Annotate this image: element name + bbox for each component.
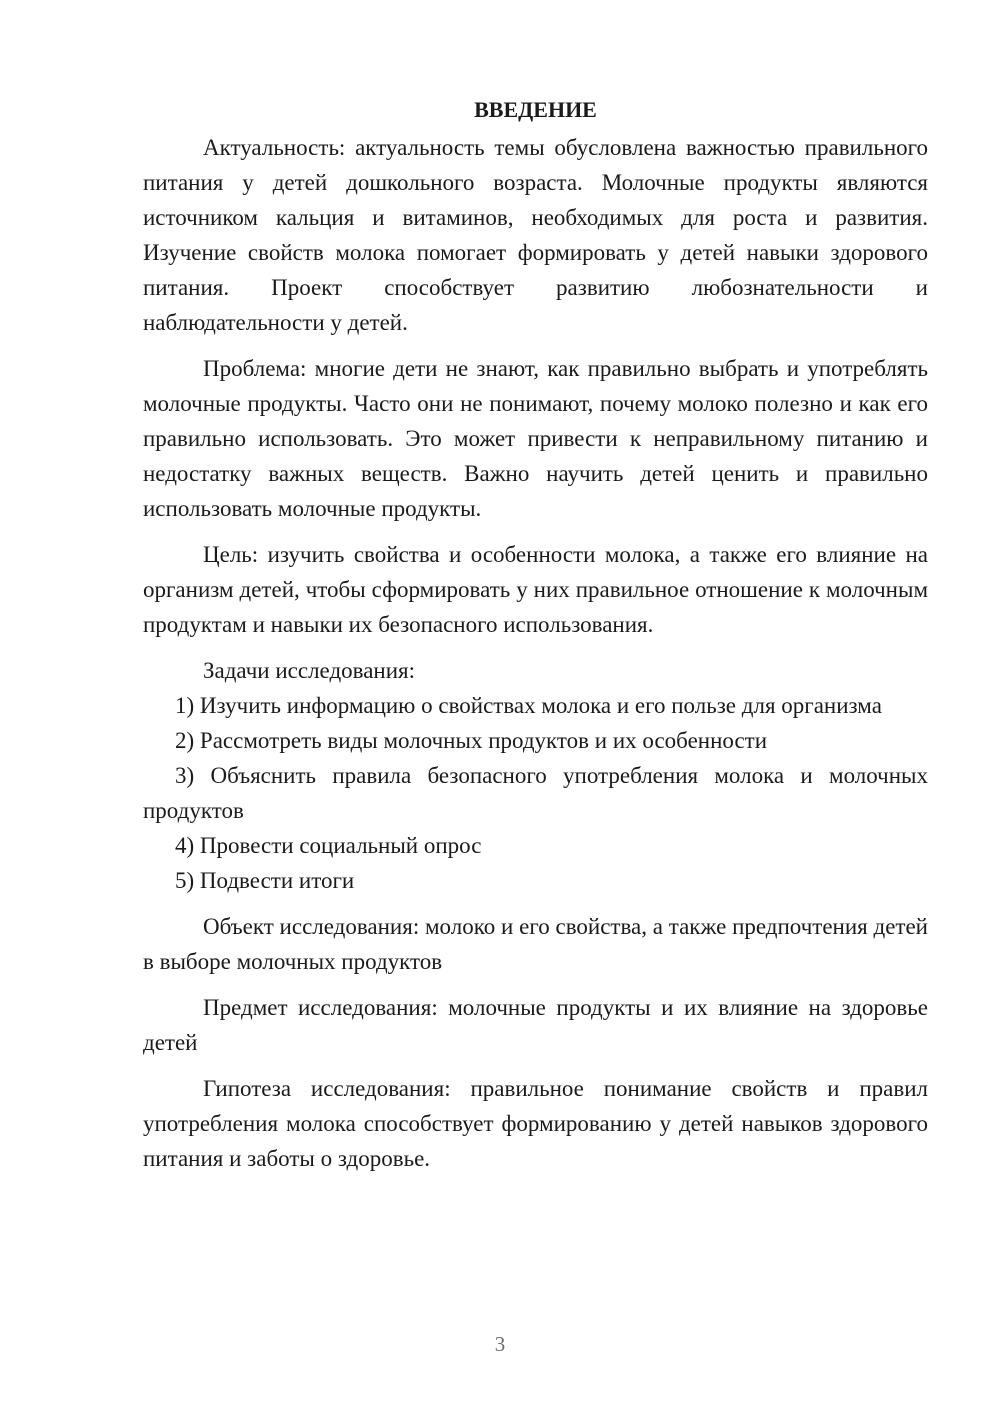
- section-title: ВВЕДЕНИЕ: [474, 97, 597, 122]
- object-paragraph: Объект исследования: молоко и его свойства, а также предпочтения детей в выборе молочных продуктов: [143, 914, 928, 974]
- task-item-2: 2) Рассмотреть виды молочных продуктов и их особенности: [175, 728, 768, 753]
- tasks-heading: Задачи исследования:: [203, 658, 416, 683]
- subject-paragraph: Предмет исследования: молочные продукты и их влияние на здоровье детей: [143, 995, 928, 1055]
- task-item-3: 3) Объяснить правила безопасного употребления молока и молочных продуктов: [143, 763, 928, 823]
- relevance-paragraph: Актуальность: актуальность темы обусловлена важностью правильного питания у детей дошкольного возраста. Молочные продукты являются источником кальция и витаминов, необходимых для роста и развития. Изучение свойств молока помогает формировать у детей навыки здорового питания. Проект способствует развитию любознательности и наблюдательности у детей.: [143, 135, 928, 335]
- goal-paragraph: Цель: изучить свойства и особенности молока, а также его влияние на организм детей, чтобы сформировать у них правильное отношение к молочным продуктам и навыки их безопасного использования.: [143, 542, 928, 637]
- hypothesis-paragraph: Гипотеза исследования: правильное понимание свойств и правил употребления молока способствует формированию у детей навыков здорового питания и заботы о здоровье.: [143, 1076, 928, 1171]
- page-number: 3: [494, 1332, 506, 1356]
- task-item-5: 5) Подвести итоги: [175, 868, 355, 893]
- document-body: [143, 92, 928, 1176]
- task-item-1: 1) Изучить информацию о свойствах молока и его пользе для организма: [175, 693, 882, 718]
- task-item-4: 4) Провести социальный опрос: [175, 833, 482, 858]
- problem-paragraph: Проблема: многие дети не знают, как правильно выбрать и употреблять молочные продукты. Часто они не понимают, почему молоко полезно и как его правильно использовать. Это может привести к неправильному питанию и недостатку важных веществ. Важно научить детей ценить и правильно использовать молочные продукты.: [143, 356, 928, 521]
